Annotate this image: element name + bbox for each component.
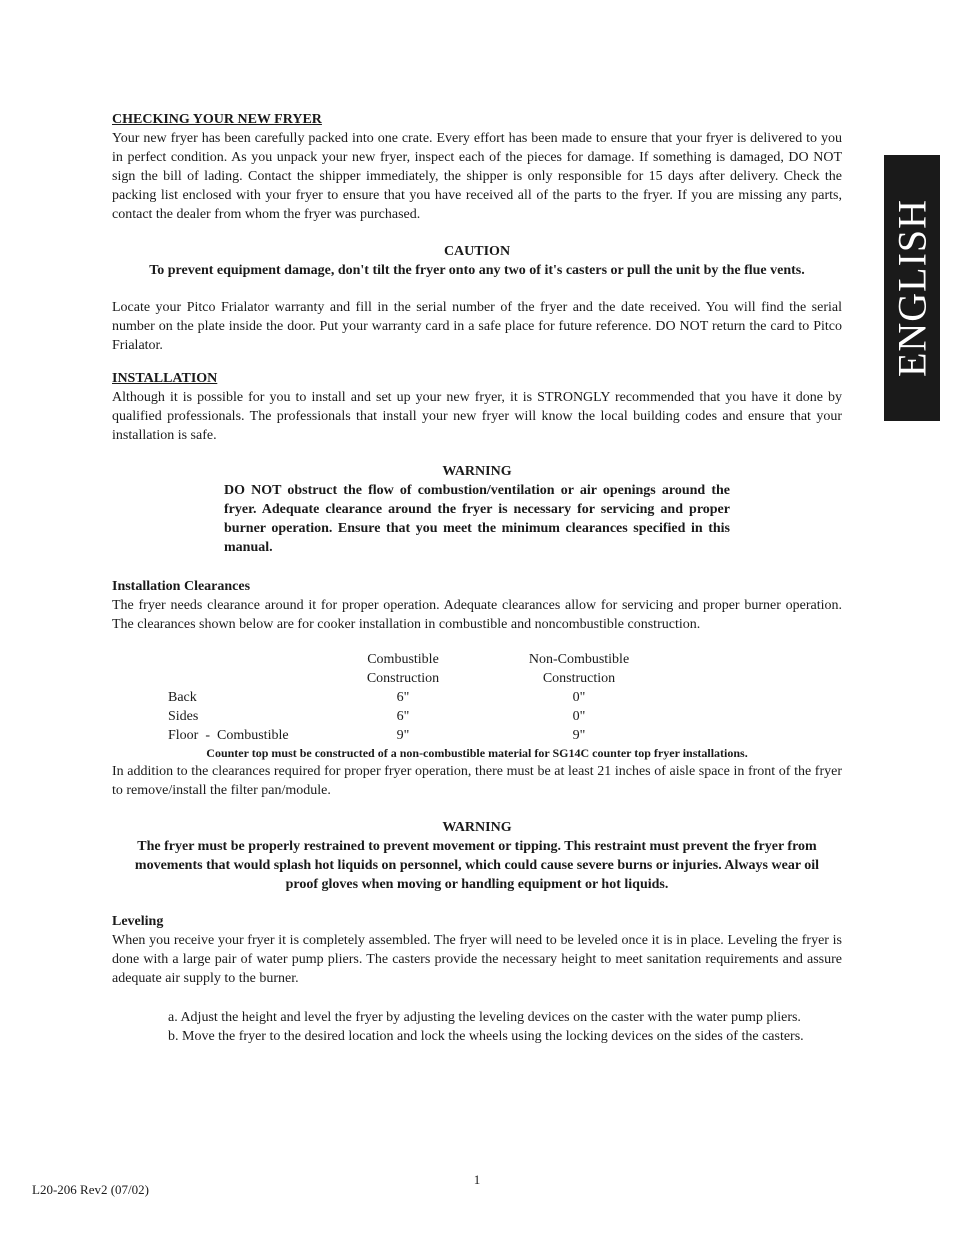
warranty-paragraph: Locate your Pitco Frialator warranty and fill in the serial number of the fryer and the date received. You will find the serial number on the plate inside the door. Put your warranty card in a safe place for future reference. DO NOT return the card to Pitco Frialator. (112, 300, 842, 353)
col-header-combustible: Combustible (367, 652, 439, 667)
installation-paragraph: Although it is possible for you to install and set up your new fryer, it is STRONGLY recommended that you have it done by qualified professionals. The professionals that install your new fryer will know the local building codes and ensure that your installation is safe. (112, 390, 842, 443)
warning-body-ventilation: DO NOT obstruct the flow of combustion/ventilation or air openings around the fryer. Adequate clearance around the fryer is necessary for servicing and proper burner operation. Ensure that you meet the minimum clearances specified in this manual. (224, 483, 730, 555)
clearances-paragraph: The fryer needs clearance around it for proper operation. Adequate clearances allow for servicing and proper burner operation. The clearances shown below are for cooker installation in combustible and noncombustible construction. (112, 598, 842, 632)
warning-title-restraint: WARNING (442, 820, 512, 835)
leveling-steps (112, 1008, 842, 1046)
section-heading-installation: INSTALLATION (112, 371, 218, 386)
col-header-combustible-sub: Construction (366, 671, 440, 686)
leveling-heading: Leveling (112, 914, 164, 929)
clearance-table (112, 650, 842, 745)
cell-noncombustible: 0" (572, 709, 586, 724)
aisle-paragraph: In addition to the clearances required for proper fryer operation, there must be at least 21 inches of aisle space in front of the fryer to remove/install the filter pan/module. (112, 764, 842, 798)
page-number: 1 (473, 1172, 481, 1187)
cell-combustible: 6" (396, 690, 410, 705)
table-header-row (112, 669, 842, 688)
row-label: Floor - Combustible (168, 728, 289, 743)
table-header-row (112, 650, 842, 669)
countertop-note: Counter top must be constructed of a non-combustible material for SG14C counter top fryer installations. (206, 746, 748, 760)
table-row (112, 726, 842, 745)
leveling-paragraph: When you receive your fryer it is completely assembled. The fryer will need to be leveled once it is in place. Leveling the fryer is done with a large pair of water pump pliers. The casters provide the necessary height to meet sanitation requirements and assure adequate air supply to the burner. (112, 933, 842, 986)
language-tab (884, 155, 940, 421)
warning-body-restraint: The fryer must be properly restrained to prevent movement or tipping. This restraint must prevent the fryer from movements that would splash hot liquids on personnel, which could cause severe burns or injuries. Always wear oil proof gloves when moving or handling equipment or hot liquids. (134, 839, 820, 892)
list-item: a. Adjust the height and level the fryer by adjusting the leveling devices on the caster with the water pump pliers. (168, 1010, 801, 1025)
col-header-noncombustible: Non-Combustible (528, 652, 630, 667)
cell-combustible: 9" (396, 728, 410, 743)
page-content (112, 110, 842, 1046)
document-number: L20-206 Rev2 (07/02) (32, 1182, 149, 1197)
checking-paragraph: Your new fryer has been carefully packed into one crate. Every effort has been made to ensure that your fryer is delivered to you in perfect condition. As you unpack your new fryer, inspect each of the pieces for damage. If something is damaged, DO NOT sign the bill of lading. Contact the shipper immediately, the shipper is only responsible for 15 days after delivery. Check the packing list enclosed with your fryer to ensure that you have received all of the parts to the fryer. If you are missing any parts, contact the dealer from whom the fryer was purchased. (112, 131, 842, 222)
list-item: b. Move the fryer to the desired location and lock the wheels using the locking devices on the sides of the casters. (168, 1029, 804, 1044)
cell-combustible: 6" (396, 709, 410, 724)
cell-noncombustible: 0" (572, 690, 586, 705)
table-row (112, 688, 842, 707)
language-tab-label: ENGLISH (889, 198, 935, 378)
row-label: Sides (168, 709, 199, 724)
caution-title: CAUTION (443, 244, 511, 259)
caution-body: To prevent equipment damage, don't tilt the fryer onto any two of it's casters or pull the unit by the flue vents. (149, 263, 805, 278)
section-heading-checking: CHECKING YOUR NEW FRYER (112, 112, 322, 127)
row-label: Back (168, 690, 197, 705)
table-row (112, 707, 842, 726)
warning-title-ventilation: WARNING (442, 464, 512, 479)
cell-noncombustible: 9" (572, 728, 586, 743)
clearances-heading: Installation Clearances (112, 579, 251, 594)
col-header-noncombustible-sub: Construction (542, 671, 616, 686)
